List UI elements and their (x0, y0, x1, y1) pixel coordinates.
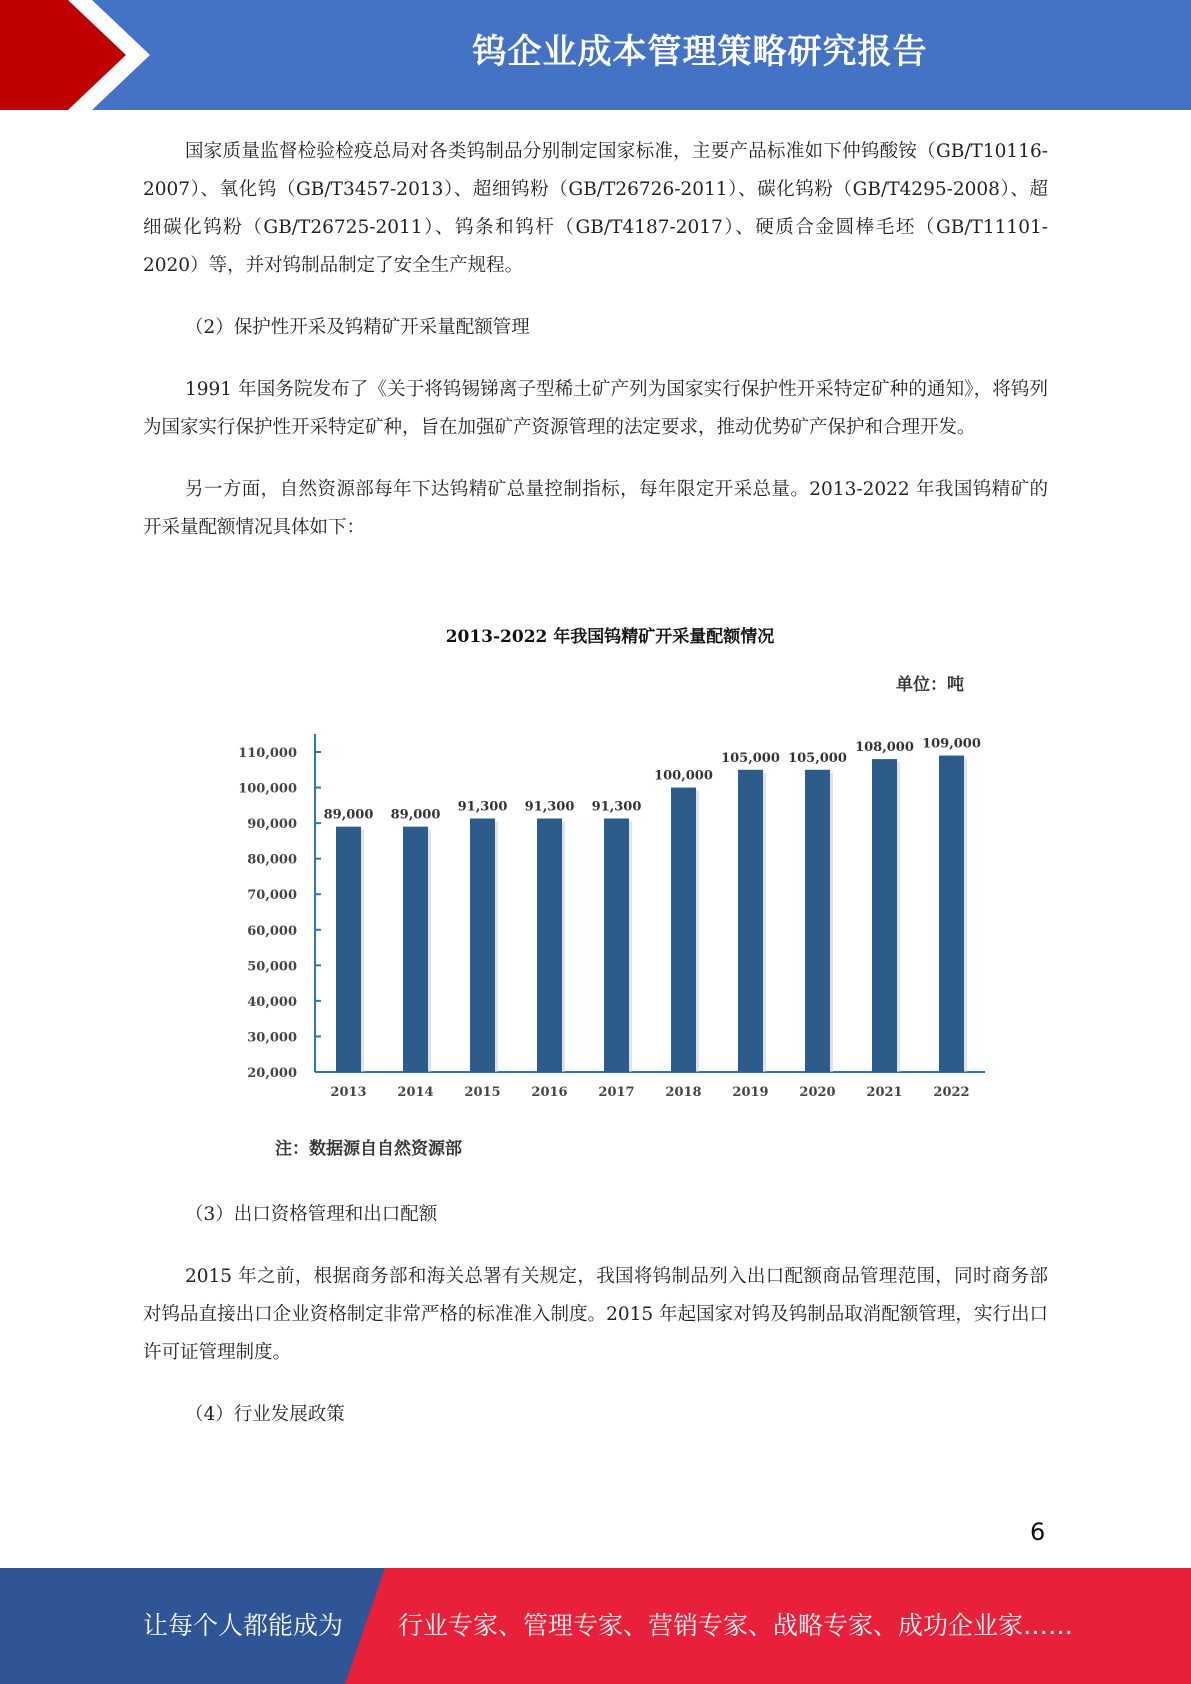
bar (604, 818, 629, 1072)
x-tick-label: 2017 (598, 1085, 635, 1100)
x-tick-label: 2015 (464, 1085, 501, 1100)
bar-value-label: 91,300 (524, 799, 575, 815)
report-body-lower (143, 1196, 1048, 1434)
bar-value-label: 91,300 (591, 799, 642, 815)
y-tick-label: 60,000 (247, 923, 297, 939)
y-tick-label: 30,000 (247, 1030, 297, 1046)
y-tick-label: 50,000 (247, 959, 297, 975)
bar (403, 827, 428, 1072)
x-tick-label: 2018 (665, 1085, 702, 1100)
quota-chart (220, 610, 1000, 1170)
bar (470, 818, 495, 1072)
y-tick-label: 40,000 (247, 994, 297, 1010)
bar-value-label: 108,000 (855, 740, 914, 756)
x-tick-label: 2021 (866, 1085, 903, 1100)
x-tick-label: 2022 (933, 1085, 970, 1100)
report-body (143, 133, 1048, 547)
paragraph-standards: 国家质量监督检验检疫总局对各类钨制品分别制定国家标准，主要产品标准如下仲钨酸铵（GB/T10116-2007）、氧化钨（GB/T3457-2013）、超细钨粉（GB/T26726-2011）、碳化钨粉（GB/T4295-2008）、超细碳化钨粉（GB/T26725-2011）、钨条和钨杆（GB/T4187-2017）、硬质合金圆棒毛坯（GB/T11101-2020）等，并对钨制品制定了安全生产规程。 (143, 141, 1048, 276)
bar-value-label: 100,000 (654, 768, 713, 784)
y-tick-label: 90,000 (247, 817, 297, 833)
header-arrow-decoration (0, 0, 170, 110)
bar-value-label: 105,000 (721, 750, 780, 766)
section-heading-2: （2）保护性开采及钨精矿开采量配额管理 (185, 317, 530, 338)
y-tick-label: 70,000 (247, 888, 297, 904)
x-tick-label: 2013 (330, 1085, 367, 1100)
bar (537, 818, 562, 1072)
chart-source-note: 注：数据源自自然资源部 (275, 1139, 462, 1159)
y-tick-label: 110,000 (238, 746, 297, 761)
paragraph-quota-intro: 另一方面，自然资源部每年下达钨精矿总量控制指标，每年限定开采总量。2013-2022 年我国钨精矿的开采量配额情况具体如下： (143, 479, 1048, 538)
bar (872, 759, 897, 1072)
chart-title: 2013-2022 年我国钨精矿开采量配额情况 (445, 627, 775, 647)
bar-value-label: 89,000 (323, 807, 374, 823)
y-tick-label: 100,000 (238, 781, 297, 797)
x-tick-label: 2020 (799, 1085, 836, 1100)
bar-value-label: 109,000 (922, 736, 981, 752)
section-heading-3: （3）出口资格管理和出口配额 (185, 1204, 438, 1225)
page-number: 6 (1030, 1518, 1046, 1546)
bar (671, 788, 696, 1072)
bar-chart (220, 610, 1000, 1130)
footer-slogan-left: 让每个人都能成为 (143, 1611, 344, 1640)
y-tick-label: 20,000 (247, 1066, 297, 1081)
bar-value-label: 89,000 (390, 807, 441, 823)
report-title: 钨企业成本管理策略研究报告 (472, 32, 928, 72)
bar (805, 770, 830, 1072)
bar (738, 770, 763, 1072)
x-tick-label: 2014 (397, 1085, 434, 1100)
paragraph-export: 2015 年之前，根据商务部和海关总署有关规定，我国将钨制品列入出口配额商品管理范围，同时商务部对钨品直接出口企业资格制定非常严格的标准准入制度。2015 年起国家对钨及钨制品取消配额管理，实行出口许可证管理制度。 (143, 1266, 1048, 1363)
bar (336, 827, 361, 1072)
report-header (0, 0, 1191, 110)
x-tick-label: 2019 (732, 1085, 769, 1100)
bar-value-label: 105,000 (788, 750, 847, 766)
footer-slogan-right: 行业专家、管理专家、营销专家、战略专家、成功企业家…… (398, 1611, 1074, 1640)
bar-value-label: 91,300 (457, 799, 508, 815)
x-tick-label: 2016 (531, 1085, 568, 1100)
paragraph-protective-mining: 1991 年国务院发布了《关于将钨锡锑离子型稀土矿产列为国家实行保护性开采特定矿种的通知》，将钨列为国家实行保护性开采特定矿种，旨在加强矿产资源管理的法定要求，推动优势矿产保护和合理开发。 (143, 379, 1048, 438)
chart-unit: 单位：吨 (896, 675, 964, 695)
page-footer (0, 1568, 1191, 1684)
section-heading-4: （4）行业发展政策 (185, 1404, 345, 1425)
y-tick-label: 80,000 (247, 852, 297, 868)
bar (939, 756, 964, 1072)
